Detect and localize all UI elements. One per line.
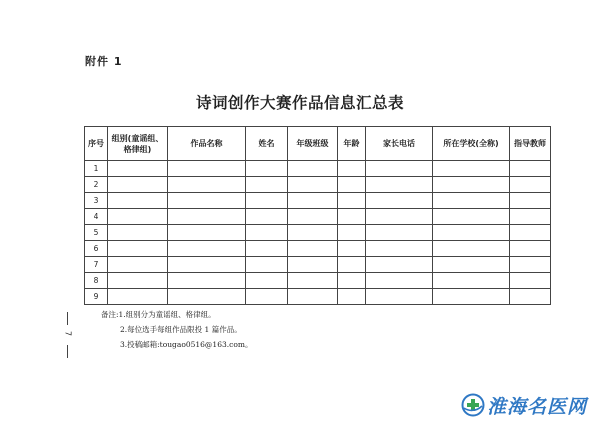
- table-cell: [510, 273, 551, 289]
- table-cell: [246, 241, 288, 257]
- table-cell: [433, 257, 510, 273]
- table-cell: [246, 257, 288, 273]
- table-cell: [510, 177, 551, 193]
- table-cell: [433, 209, 510, 225]
- table-row: [85, 241, 551, 257]
- table-cell: [108, 225, 168, 241]
- col-age: 年龄: [338, 127, 366, 161]
- table-cell: [108, 241, 168, 257]
- table-cell: [168, 257, 246, 273]
- note-line-3: 3.投稿邮箱:tougao0516@163.com。: [120, 340, 253, 349]
- row-number: 6: [85, 241, 108, 257]
- table-cell: [366, 241, 433, 257]
- table-cell: [288, 257, 338, 273]
- table-cell: [246, 273, 288, 289]
- form-title: 诗词创作大赛作品信息汇总表: [195, 93, 404, 112]
- table-cell: [108, 257, 168, 273]
- table-cell: [510, 209, 551, 225]
- table-cell: [168, 209, 246, 225]
- notes: [101, 307, 252, 352]
- table-cell: [288, 193, 338, 209]
- table-cell: [288, 289, 338, 305]
- table-row: [85, 257, 551, 273]
- table-cell: [338, 209, 366, 225]
- row-number: 5: [85, 225, 108, 241]
- table-cell: [108, 289, 168, 305]
- table-cell: [288, 177, 338, 193]
- table-cell: [338, 241, 366, 257]
- table-cell: [510, 193, 551, 209]
- table-cell: [433, 289, 510, 305]
- table-cell: [338, 161, 366, 177]
- table-cell: [288, 225, 338, 241]
- table-cell: [288, 241, 338, 257]
- table-header-row: [85, 127, 551, 161]
- watermark: [461, 391, 587, 419]
- table-cell: [246, 225, 288, 241]
- table-cell: [338, 257, 366, 273]
- table-cell: [338, 289, 366, 305]
- row-number: 1: [85, 161, 108, 177]
- page-number: 7: [63, 330, 73, 337]
- table-row: [85, 161, 551, 177]
- col-work-title: 作品名称: [168, 127, 246, 161]
- table-cell: [338, 273, 366, 289]
- table-cell: [510, 225, 551, 241]
- table-cell: [510, 161, 551, 177]
- col-name: 姓名: [246, 127, 288, 161]
- table-cell: [108, 193, 168, 209]
- row-number: 4: [85, 209, 108, 225]
- table-cell: [168, 225, 246, 241]
- table-cell: [168, 193, 246, 209]
- watermark-text: 淮海名医网: [487, 395, 588, 418]
- table-cell: [366, 257, 433, 273]
- table-row: [85, 225, 551, 241]
- table-cell: [246, 289, 288, 305]
- table-cell: [338, 225, 366, 241]
- table-cell: [108, 177, 168, 193]
- table-cell: [366, 289, 433, 305]
- row-number: 2: [85, 177, 108, 193]
- page-number-mark: [63, 312, 73, 362]
- table-cell: [433, 273, 510, 289]
- col-school: 所在学校(全称): [433, 127, 510, 161]
- table-cell: [108, 209, 168, 225]
- table-cell: [246, 193, 288, 209]
- row-number: 7: [85, 257, 108, 273]
- table-cell: [168, 177, 246, 193]
- table-cell: [433, 241, 510, 257]
- col-teacher: 指导教师: [510, 127, 551, 161]
- table-cell: [338, 193, 366, 209]
- table-cell: [108, 273, 168, 289]
- page-dash-top: [67, 312, 68, 325]
- table-cell: [366, 225, 433, 241]
- table-cell: [108, 161, 168, 177]
- table-cell: [288, 273, 338, 289]
- table-row: [85, 209, 551, 225]
- table-row: [85, 177, 551, 193]
- col-parent-phone: 家长电话: [366, 127, 433, 161]
- attachment-label: 附件 1: [85, 55, 123, 68]
- table-cell: [433, 177, 510, 193]
- table-cell: [246, 177, 288, 193]
- table-cell: [510, 257, 551, 273]
- medical-cross-logo-icon: [461, 393, 485, 417]
- col-serial: 序号: [85, 127, 108, 161]
- table-cell: [246, 161, 288, 177]
- table-cell: [168, 273, 246, 289]
- table-cell: [510, 289, 551, 305]
- row-number: 9: [85, 289, 108, 305]
- table-row: [85, 273, 551, 289]
- summary-table: [84, 126, 551, 305]
- row-number: 8: [85, 273, 108, 289]
- table-cell: [168, 161, 246, 177]
- table-cell: [433, 225, 510, 241]
- note-line-2: 2.每位选手每组作品限投 1 篇作品。: [120, 325, 242, 334]
- table-cell: [338, 177, 366, 193]
- table-cell: [366, 161, 433, 177]
- table-cell: [433, 161, 510, 177]
- table-cell: [433, 193, 510, 209]
- table-cell: [168, 241, 246, 257]
- table-cell: [288, 209, 338, 225]
- table-cell: [366, 177, 433, 193]
- table-row: [85, 289, 551, 305]
- table-row: [85, 193, 551, 209]
- page-dash-bottom: [67, 345, 68, 358]
- note-line-1: 备注:1.组别分为童谣组、格律组。: [101, 310, 216, 319]
- table-cell: [168, 289, 246, 305]
- col-group: 组别(童谣组、格律组): [108, 127, 168, 161]
- table-cell: [510, 241, 551, 257]
- table-cell: [366, 193, 433, 209]
- table-cell: [288, 161, 338, 177]
- table-cell: [366, 273, 433, 289]
- table-body: [85, 161, 551, 305]
- row-number: 3: [85, 193, 108, 209]
- table-cell: [246, 209, 288, 225]
- col-grade-class: 年级班级: [288, 127, 338, 161]
- table-cell: [366, 209, 433, 225]
